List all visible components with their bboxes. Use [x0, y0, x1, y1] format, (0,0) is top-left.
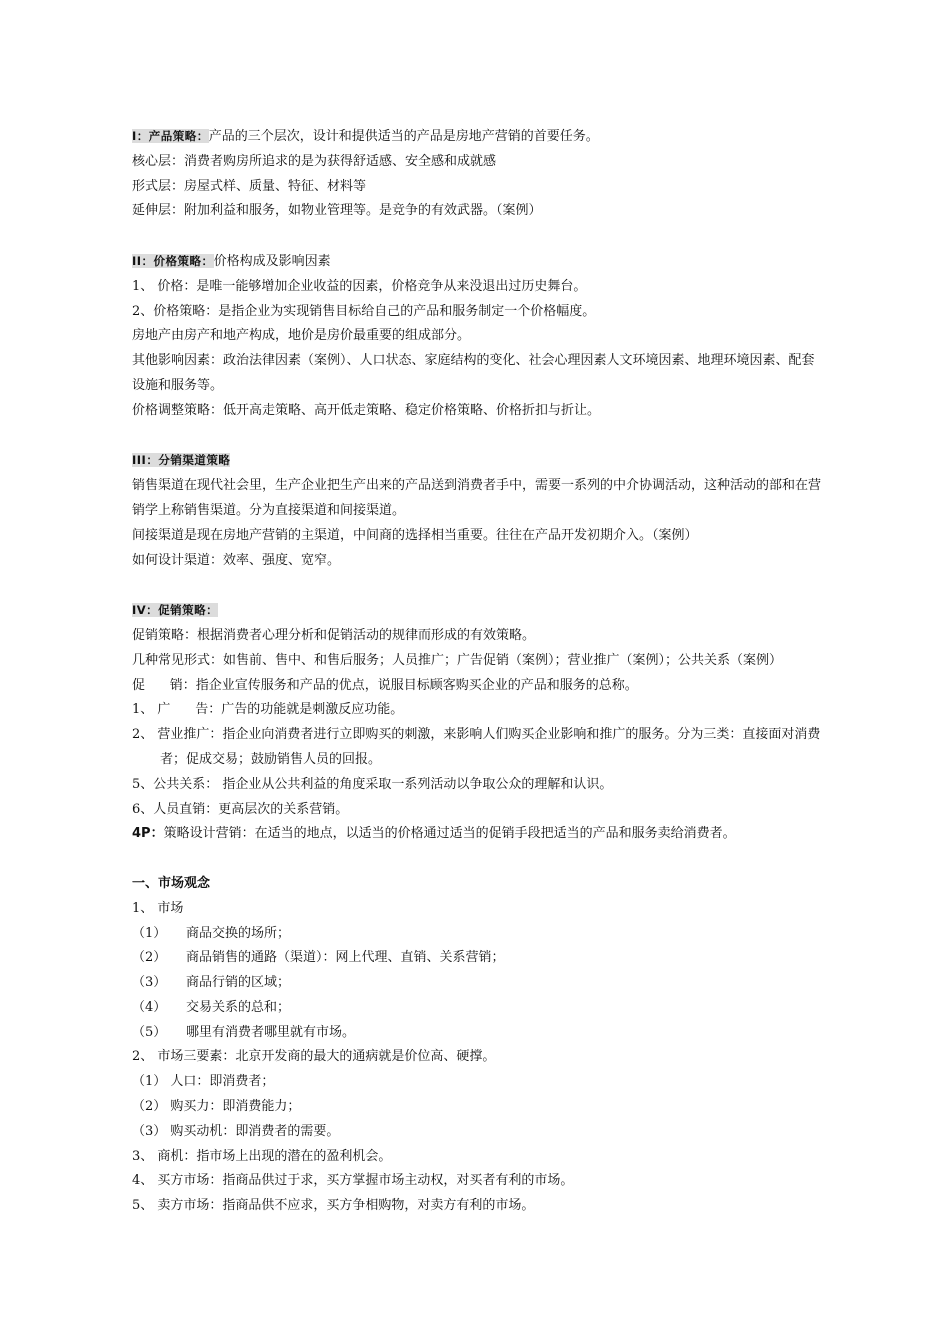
market-subitem: [132, 1021, 822, 1046]
price-line: 1、 价格：是唯一能够增加企业收益的因素，价格竞争从来没退出过历史舞台。: [132, 278, 587, 294]
market-subitem-number: （5）: [132, 1024, 167, 1040]
channel-line: 如何设计渠道：效率、强度、宽窄。: [132, 552, 341, 568]
market-item: 2、 市场三要素：北京开发商的最大的通病就是价位高、硬撑。: [132, 1049, 496, 1065]
promotion-line: 几种常见形式：如售前、售中、和售后服务；人员推广；广告促销（案例）；营业推广（案例）；公共关系（案例）: [132, 652, 783, 668]
channel-section-header: [132, 448, 822, 474]
document-body: [132, 124, 822, 1219]
market-item: 3、 商机：指市场上出现的潜在的盈利机会。: [132, 1148, 392, 1164]
market-subitem-number: （4）: [132, 999, 167, 1015]
market-subitem-text: 商品销售的通路（渠道）：网上代理、直销、关系营销；: [186, 950, 505, 966]
product-line: 形式层：房屋式样、质量、特征、材料等: [132, 178, 367, 194]
fourp-label: 4P：: [132, 826, 164, 842]
product-section-header: [132, 124, 822, 150]
price-heading: II：价格策略：: [132, 253, 214, 268]
channel-line: 销售渠道在现代社会里，生产企业把生产出来的产品送到消费者手中，需要一系列的中介协调活动，这种活动的部和在营销学上称销售渠道。分为直接渠道和间接渠道。: [132, 478, 822, 518]
market-subitem: [132, 971, 822, 996]
market-subitem-text: 交易关系的总和；: [186, 999, 291, 1015]
price-line: 2、价格策略：是指企业为实现销售目标给自己的产品和服务制定一个价格幅度。: [132, 303, 596, 319]
promotion-line: 6、人员直销：更高层次的关系营销。: [132, 801, 349, 817]
price-section-header: [132, 249, 822, 275]
market-subitem: [132, 946, 822, 971]
market-subitem: （2） 购买力：即消费能力；: [132, 1099, 301, 1115]
market-subitem: [132, 996, 822, 1021]
promotion-line: 1、 广 告：广告的功能就是刺激反应功能。: [132, 702, 404, 718]
price-line: 其他影响因素：政治法律因素（案例）、人口状态、家庭结构的变化、社会心理因素人文环境因素、地理环境因素、配套设施和服务等。: [132, 353, 815, 393]
market-subitem-text: 商品行销的区域；: [186, 975, 291, 991]
promotion-line: 促销策略：根据消费者心理分析和促销活动的规律而形成的有效策略。: [132, 627, 536, 643]
promotion-heading: IV：促销策略：: [132, 603, 219, 618]
channel-line: 间接渠道是现在房地产营销的主渠道，中间商的选择相当重要。往往在产品开发初期介入。（案例）: [132, 527, 698, 543]
market-subitem-text: 商品交换的场所；: [186, 925, 291, 941]
market-subitem-number: （3）: [132, 975, 167, 991]
market-heading: 一、市场观念: [132, 875, 211, 891]
channel-heading: III：分销渠道策略: [132, 453, 231, 468]
price-line: 房地产由房产和地产构成，地价是房价最重要的组成部分。: [132, 328, 471, 344]
product-intro: 产品的三个层次，设计和提供适当的产品是房地产营销的首要任务。: [208, 129, 599, 144]
price-intro: 价格构成及影响因素: [213, 253, 331, 269]
product-heading: I：产品策略：: [132, 129, 209, 143]
product-line: 核心层：消费者购房所追求的是为获得舒适感、安全感和成就感: [132, 153, 497, 169]
market-item: 1、 市场: [132, 900, 184, 916]
market-subitem: （1） 人口：即消费者；: [132, 1074, 275, 1090]
promotion-section-header: [132, 598, 822, 624]
market-item: 5、 卖方市场：指商品供不应求，买方争相购物，对卖方有利的市场。: [132, 1198, 535, 1214]
fourp-line: [132, 822, 822, 847]
market-subitem: [132, 922, 822, 947]
product-line: 延伸层：附加利益和服务，如物业管理等。是竞争的有效武器。（案例）: [132, 203, 542, 219]
market-subitem-text: 哪里有消费者哪里就有市场。: [186, 1024, 356, 1040]
market-subitem-number: （1）: [132, 925, 167, 941]
promotion-line: 2、 营业推广：指企业向消费者进行立即购买的刺激，来影响人们购买企业影响和推广的服务。分为三类：直接面对消费者；促成交易；鼓励销售人员的回报。: [132, 727, 821, 767]
price-line: 价格调整策略：低开高走策略、高开低走策略、稳定价格策略、价格折扣与折让。: [132, 402, 601, 418]
market-item: 4、 买方市场：指商品供过于求，买方掌握市场主动权，对买者有利的市场。: [132, 1173, 574, 1189]
promotion-line: 促 销：指企业宣传服务和产品的优点，说服目标顾客购买企业的产品和服务的总称。: [132, 677, 638, 693]
market-subitem: （3） 购买动机：即消费者的需要。: [132, 1123, 340, 1139]
market-subitem-number: （2）: [132, 950, 167, 966]
promotion-line: 5、公共关系： 指企业从公共利益的角度采取一系列活动以争取公众的理解和认识。: [132, 776, 613, 792]
fourp-text: 策略设计营销：在适当的地点，以适当的价格通过适当的促销手段把适当的产品和服务卖给消费者。: [163, 826, 736, 842]
